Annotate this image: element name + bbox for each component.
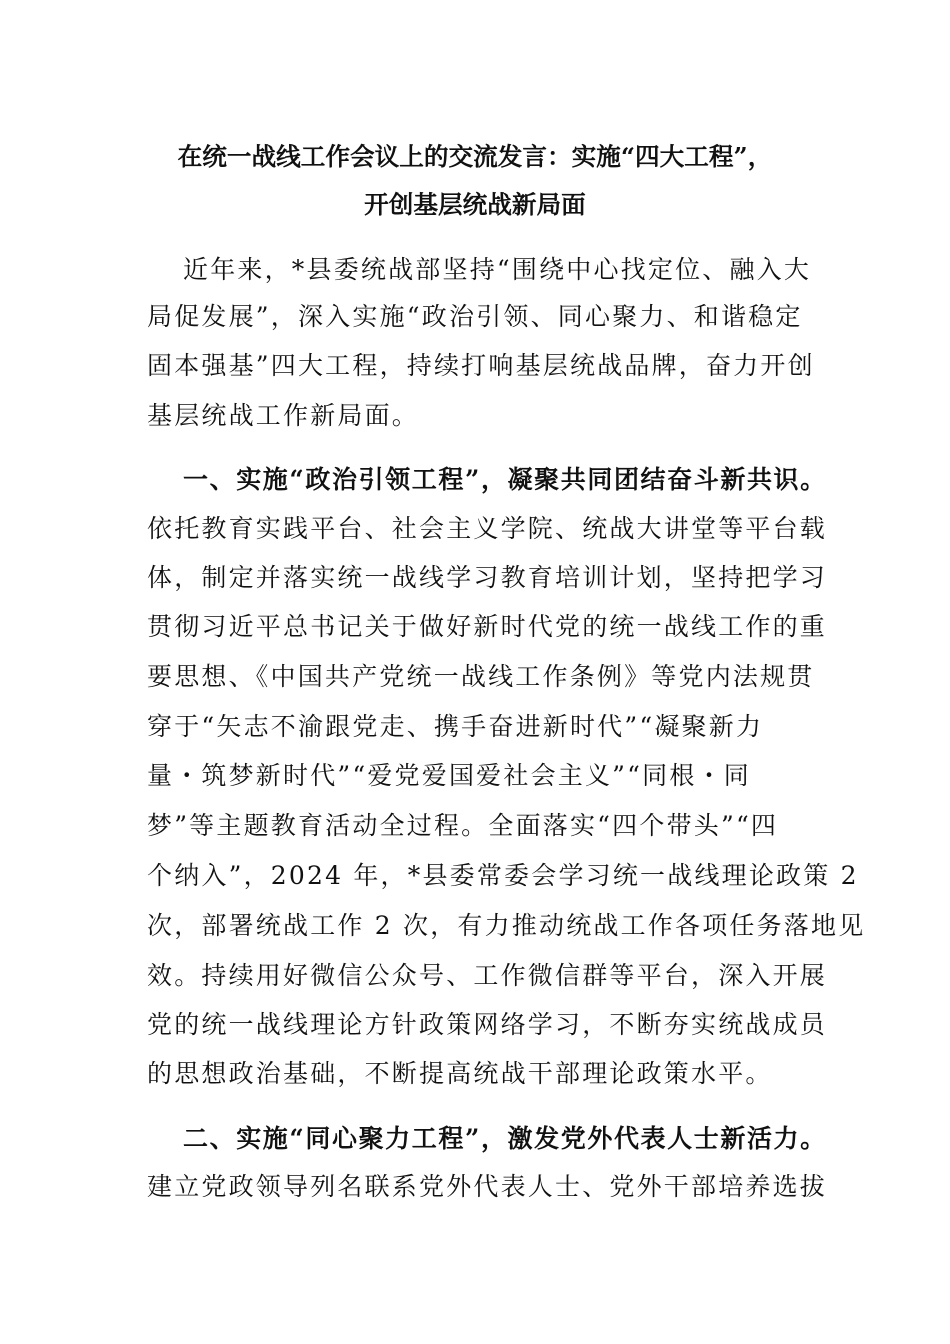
section-1-line: 的思想政治基础，不断提高统战干部理论政策水平。 bbox=[147, 1059, 773, 1088]
section-1-heading: 一、实施“政治引领工程”，凝聚共同团结奋斗新共识。 bbox=[183, 465, 827, 494]
section-1-line: 效。持续用好微信公众号、工作微信群等平台，深入开展 bbox=[147, 961, 828, 990]
section-1-line: 体，制定并落实统一战线学习教育培训计划，坚持把学习 bbox=[147, 563, 828, 592]
section-1-line: 穿于“矢志不渝跟党走、携手奋进新时代”“凝聚新力 bbox=[147, 712, 764, 741]
section-1-line: 依托教育实践平台、社会主义学院、统战大讲堂等平台载 bbox=[147, 514, 828, 543]
section-2-line: 建立党政领导列名联系党外代表人士、党外干部培养选拔 bbox=[147, 1172, 828, 1201]
section-1-line: 贯彻习近平总书记关于做好新时代党的统一战线工作的重 bbox=[147, 612, 828, 641]
intro-line: 近年来，*县委统战部坚持“围绕中心找定位、融入大 bbox=[183, 255, 812, 284]
section-1-line: 梦”等主题教育活动全过程。全面落实“四个带头”“四 bbox=[147, 811, 779, 840]
section-1-line: 个纳入”，2024 年，*县委常委会学习统一战线理论政策 2 bbox=[147, 861, 859, 890]
section-2-heading: 二、实施“同心聚力工程”，激发党外代表人士新活力。 bbox=[183, 1124, 827, 1153]
intro-line: 固本强基”四大工程，持续打响基层统战品牌，奋力开创 bbox=[147, 351, 815, 380]
section-1-line: 党的统一战线理论方针政策网络学习，不断夯实统战成员 bbox=[147, 1010, 828, 1039]
section-1-line: 量・筑梦新时代”“爱党爱国爱社会主义”“同根・同 bbox=[147, 761, 751, 790]
section-1-line: 要思想、《中国共产党统一战线工作条例》等党内法规贯 bbox=[147, 662, 815, 691]
intro-line: 局促发展”，深入实施“政治引领、同心聚力、和谐稳定 bbox=[147, 302, 803, 331]
document-title-line-2: 开创基层统战新局面 bbox=[364, 190, 586, 219]
intro-line: 基层统战工作新局面。 bbox=[147, 401, 420, 430]
section-1-line: 次，部署统战工作 2 次，有力推动统战工作各项任务落地见 bbox=[147, 911, 866, 940]
document-title-line-1: 在统一战线工作会议上的交流发言：实施“四大工程”， bbox=[177, 142, 773, 171]
